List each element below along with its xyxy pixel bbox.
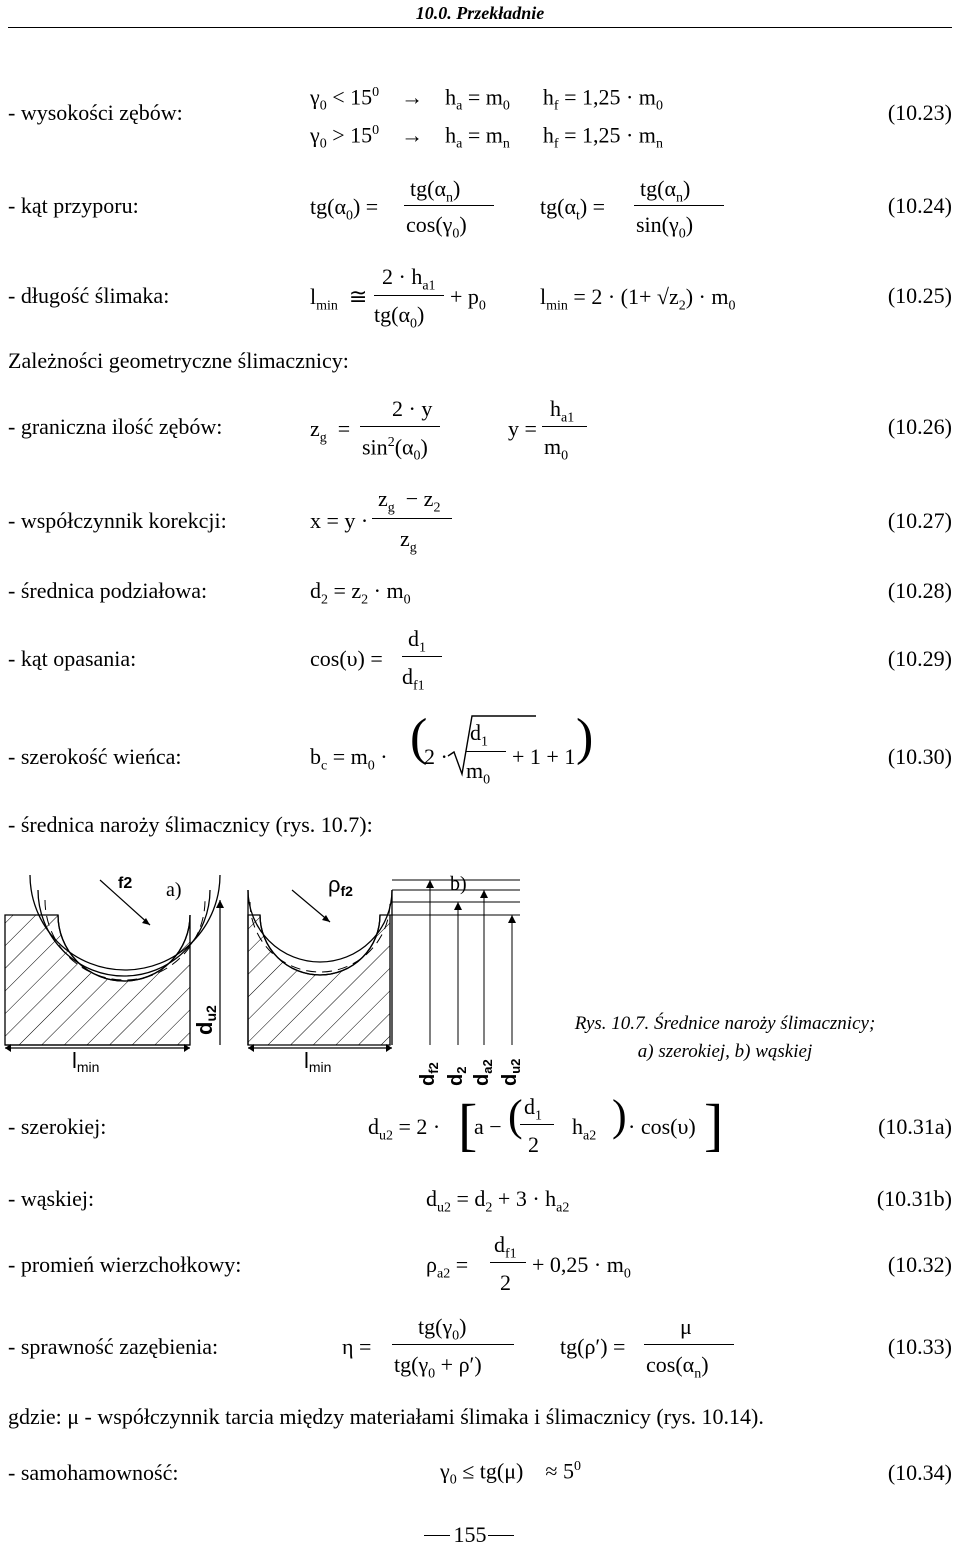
eqno-10-23: (10.23) <box>887 100 952 125</box>
formula-plus: + 1 + 1 <box>512 744 576 769</box>
denominator: $\sin^2(\alpha_0)$ <box>362 434 428 464</box>
label-lmin-b: lmin <box>304 1048 332 1075</box>
label-efficiency: - sprawność zazębienia: <box>8 1334 219 1359</box>
numerator: $h_{a1}$ <box>550 396 575 426</box>
denominator: $m_0$ <box>544 434 569 464</box>
formula-d2: $d_2 = z_2 \cdot m_0$ <box>310 578 411 608</box>
where-note: gdzie: μ - współczynnik tarcia między materiałami ślimaka i ślimacznicy (rys. 10.14). <box>8 1404 764 1429</box>
denominator: $tg(\alpha_0)$ <box>374 302 425 332</box>
denominator: $\sin(\gamma_0)$ <box>636 212 694 242</box>
svg-text:d2: $d_2$ <box>445 1066 469 1086</box>
label-corner-diameter: - średnica naroży ślimacznicy (rys. 10.7): <box>8 812 373 837</box>
figure-caption <box>520 1010 930 1066</box>
formula-lmin-2: $l_{min} = 2 \cdot (1+ √z_2) \cdot m_0$ <box>540 284 736 314</box>
bracket-close: ] <box>704 1092 724 1157</box>
fraction-bar <box>372 518 452 519</box>
svg-text:du2: $d_{u2}$ <box>499 1058 523 1086</box>
numerator: $z_g - z_2$ <box>378 486 441 516</box>
label-limit-teeth: - graniczna ilość zębów: <box>8 414 223 439</box>
paren-open: ( <box>508 1091 523 1140</box>
fraction-bar <box>374 295 444 296</box>
eqno-10-29: (10.29) <box>887 646 952 671</box>
eqno-10-30: (10.30) <box>887 744 952 769</box>
caption-line-1: Rys. 10.7. Średnice naroży ślimacznicy; <box>574 1013 876 1034</box>
label-pitch-diameter: - średnica podziałowa: <box>8 578 208 603</box>
formula-tg-alphat: $tg(\alpha_t)$ = <box>540 194 606 224</box>
denominator: $d_{f1}$ <box>402 664 425 694</box>
figure-10-7 <box>0 860 540 1090</box>
denominator: $m_0$ <box>466 758 491 788</box>
label-rim-width: - szerokość wieńca: <box>8 744 182 769</box>
fraction-bar <box>466 751 506 752</box>
label-wide: - szerokiej: <box>8 1114 107 1139</box>
numerator: μ <box>680 1314 692 1339</box>
label-self-locking: - samohamowność: <box>8 1460 179 1485</box>
eqno-10-26: (10.26) <box>887 414 952 439</box>
section-title: Zależności geometryczne ślimacznicy: <box>8 348 349 373</box>
formula-two: 2 · <box>424 744 448 769</box>
formula-tg-rho: tg(ρ′) = <box>560 1334 626 1359</box>
label-f2: f2 <box>118 875 133 892</box>
formula-du2-wide: $d_{u2} = 2$ · <box>368 1114 441 1144</box>
dimension-lines-b <box>380 880 520 1045</box>
page-dash-right <box>488 1535 514 1536</box>
formula-heights-1: $\gamma_0 < 15^0$ → $h_a = m_0$ $h_f = 1,25 \cdot m_0$ <box>310 84 663 114</box>
label-narrow: - wąskiej: <box>8 1186 95 1211</box>
denominator: 2 <box>528 1132 539 1157</box>
wheel-wide-section <box>5 875 220 1052</box>
eqno-10-32: (10.32) <box>887 1252 952 1277</box>
label-d2 <box>445 1067 469 1086</box>
numerator: $d_1$ <box>408 626 426 656</box>
numerator: $d_1$ <box>524 1094 542 1124</box>
formula-y: y = <box>508 416 537 441</box>
label-da2 <box>471 1059 495 1086</box>
paren-open: ( <box>410 709 428 766</box>
label-rho-f2: ρf2 <box>328 872 353 899</box>
header-rule <box>8 27 952 28</box>
eqno-10-34: (10.34) <box>887 1460 952 1485</box>
paren-close: ) <box>612 1091 627 1140</box>
denominator: $tg(\gamma_0 + \rho')$ <box>394 1352 482 1382</box>
formula-a: a − <box>474 1114 502 1139</box>
svg-text:df2: $d_{f2}$ <box>417 1062 441 1086</box>
label-worm-length: - długość ślimaka: <box>8 283 170 308</box>
fraction-bar <box>360 426 440 427</box>
formula-heights-2: $\gamma_0 > 15^0$ → $h_a = m_n$ $h_f = 1,25 \cdot m_n$ <box>310 122 663 152</box>
denominator: $\cos(\alpha_n)$ <box>646 1352 709 1382</box>
numerator: $d_1$ <box>470 720 488 750</box>
page-number: 155 <box>453 1522 487 1547</box>
label-wrap-angle: - kąt opasania: <box>8 646 137 671</box>
numerator: $d_{f1}$ <box>494 1232 517 1262</box>
fraction-bar <box>634 205 724 206</box>
formula-self-locking: $\gamma_0 \le tg(\mu)$ ≈ $5^0$ <box>440 1458 581 1488</box>
formula-tip-rest: + $0,25 \cdot m_0$ <box>532 1252 631 1282</box>
formula-tg-alpha0: $tg(\alpha_0)$ = <box>310 194 379 224</box>
page-header <box>0 0 960 26</box>
formula-p0: + $p_0$ <box>450 284 486 314</box>
denominator: 2 <box>500 1270 511 1295</box>
numerator: $tg(\alpha_n)$ <box>410 176 461 206</box>
fraction-bar <box>520 1124 554 1125</box>
eqno-10-25: (10.25) <box>887 283 952 308</box>
fraction-bar <box>542 426 587 427</box>
label-heights: - wysokości zębów: <box>8 100 183 125</box>
fraction-bar <box>402 656 442 657</box>
wheel-narrow-section <box>248 890 392 1052</box>
numerator: $tg(\gamma_0)$ <box>418 1314 467 1344</box>
eqno-10-24: (10.24) <box>887 193 952 218</box>
label-tip-radius: - promień wierzchołkowy: <box>8 1252 242 1277</box>
denominator: $\cos(\gamma_0)$ <box>406 212 467 242</box>
formula-du2-narrow: $d_{u2} = d_2 + 3 \cdot h_{a2}$ <box>426 1186 570 1216</box>
numerator: $2 \cdot h_{a1}$ <box>382 264 436 294</box>
label-correction: - współczynnik korekcji: <box>8 508 227 533</box>
eqno-10-28: (10.28) <box>887 578 952 603</box>
label-lmin-a: lmin <box>72 1048 100 1075</box>
numerator: 2 · y <box>392 396 433 421</box>
bracket-open: [ <box>458 1092 478 1157</box>
formula-zg: $z_g$ = <box>310 416 351 446</box>
formula-cos: · cos(υ) <box>628 1114 696 1139</box>
fraction-bar <box>404 205 494 206</box>
paren-close: ) <box>576 709 594 766</box>
label-pressure-angle: - kąt przyporu: <box>8 193 139 218</box>
fraction-bar <box>490 1262 526 1263</box>
fraction-bar <box>644 1344 734 1345</box>
formula-ha2: $h_{a2}$ <box>572 1114 597 1144</box>
eqno-10-33: (10.33) <box>887 1334 952 1359</box>
numerator: $tg(\alpha_n)$ <box>640 176 691 206</box>
chapter-title: 10.0. Przekładnie <box>415 3 545 23</box>
label-df2 <box>417 1062 441 1086</box>
fraction-bar <box>392 1344 514 1345</box>
eqno-10-31b: (10.31b) <box>876 1186 952 1211</box>
svg-text:da2: $d_{a2}$ <box>471 1059 495 1086</box>
caption-line-2: a) szerokiej, b) wąskiej <box>637 1041 813 1062</box>
label-du2-a <box>192 1005 219 1035</box>
formula-lmin-1: $l_{min}$ ≅ <box>310 284 368 314</box>
svg-text:du2: du2 <box>192 1005 219 1035</box>
formula-x: x = y · <box>310 508 369 533</box>
formula-eta: η = <box>342 1334 372 1359</box>
eqno-10-27: (10.27) <box>887 508 952 533</box>
formula-rho-a2: $\rho_{a2}$ = <box>426 1252 469 1282</box>
eqno-10-31a: (10.31a) <box>878 1114 952 1139</box>
label-b: b) <box>450 873 467 895</box>
formula-cos-upsilon: cos(υ) = <box>310 646 383 671</box>
formula-bc: $b_c = m_0$ · <box>310 744 388 774</box>
label-a: a) <box>166 879 182 901</box>
denominator: $z_g$ <box>400 526 417 556</box>
